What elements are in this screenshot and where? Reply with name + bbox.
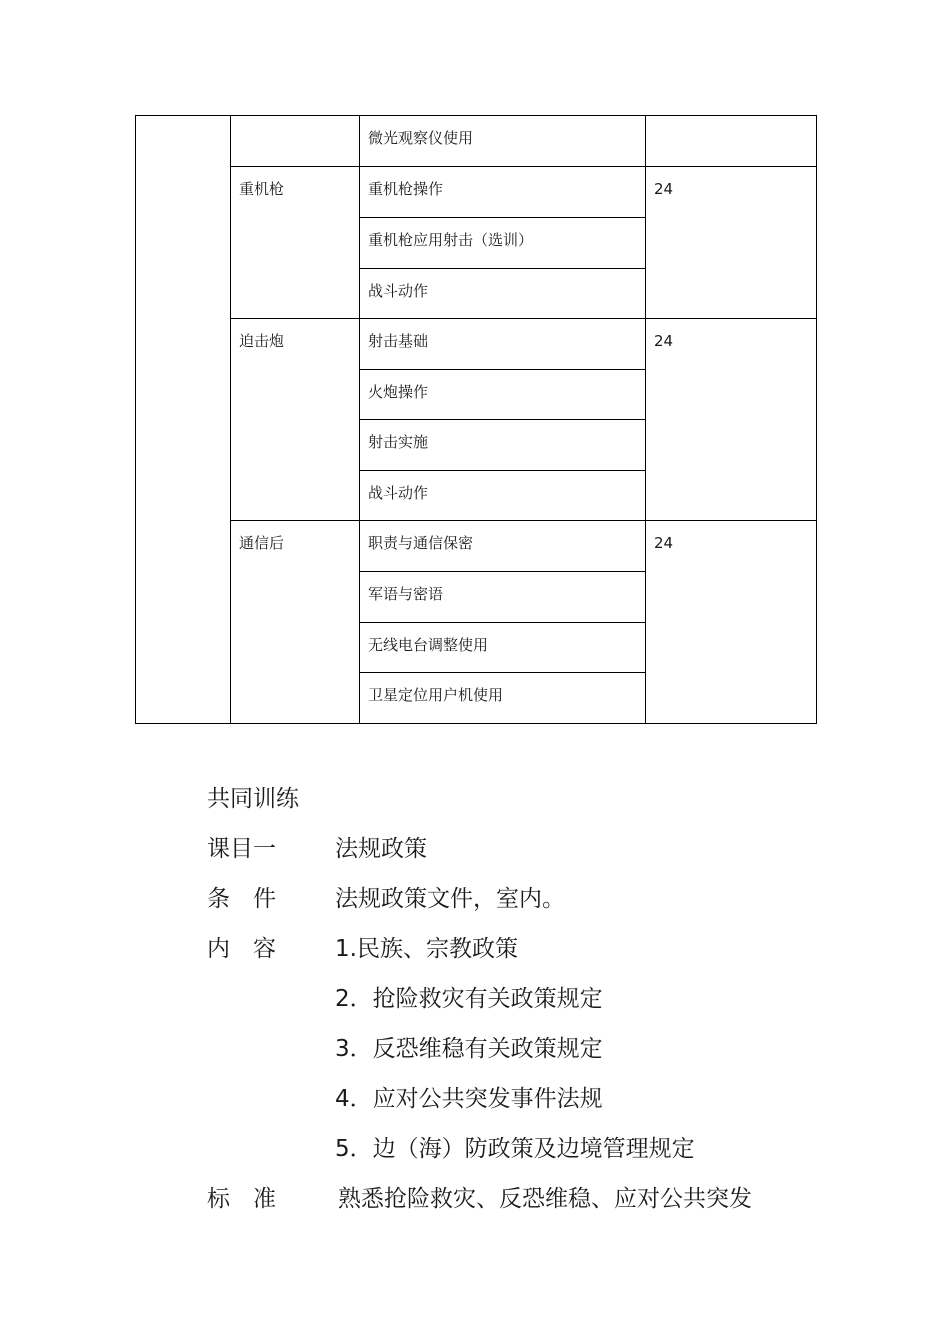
condition-label: 条 件 [207, 886, 276, 912]
training-table [135, 115, 817, 724]
item-cell: 射击实施 [360, 420, 646, 471]
hours-cell [646, 116, 817, 167]
category-cell [136, 116, 231, 724]
content-item: 1.民族、宗教政策 [335, 936, 518, 962]
hours-cell: 24 [646, 521, 817, 724]
item-cell: 微光观察仪使用 [360, 116, 646, 167]
item-cell: 重机枪应用射击（选训） [360, 218, 646, 269]
item-cell: 战斗动作 [360, 269, 646, 319]
content-item: 3．反恐维稳有关政策规定 [335, 1036, 603, 1062]
subject-value: 法规政策 [335, 836, 427, 862]
group-cell [231, 116, 360, 167]
content-item: 5．边（海）防政策及边境管理规定 [335, 1136, 695, 1162]
subject-label: 课目一 [207, 836, 276, 862]
group-cell: 重机枪 [231, 167, 360, 319]
item-cell: 战斗动作 [360, 471, 646, 521]
content-item: 2．抢险救灾有关政策规定 [335, 986, 603, 1012]
standard-label: 标 准 [207, 1186, 276, 1212]
table-row [136, 116, 817, 167]
item-cell: 军语与密语 [360, 572, 646, 623]
hours-cell: 24 [646, 167, 817, 319]
table-row [136, 521, 817, 572]
item-cell: 卫星定位用户机使用 [360, 673, 646, 724]
group-cell: 通信后 [231, 521, 360, 724]
item-cell: 重机枪操作 [360, 167, 646, 218]
content-label: 内 容 [207, 936, 276, 962]
section-heading: 共同训练 [207, 786, 299, 812]
group-cell: 迫击炮 [231, 319, 360, 521]
item-cell: 火炮操作 [360, 370, 646, 420]
item-cell: 无线电台调整使用 [360, 623, 646, 673]
content-item: 4．应对公共突发事件法规 [335, 1086, 603, 1112]
table-row [136, 319, 817, 370]
item-cell: 射击基础 [360, 319, 646, 370]
standard-value: 熟悉抢险救灾、反恐维稳、应对公共突发 [338, 1186, 752, 1212]
hours-cell: 24 [646, 319, 817, 521]
table-row [136, 167, 817, 218]
item-cell: 职责与通信保密 [360, 521, 646, 572]
condition-value: 法规政策文件，室内。 [335, 886, 565, 912]
